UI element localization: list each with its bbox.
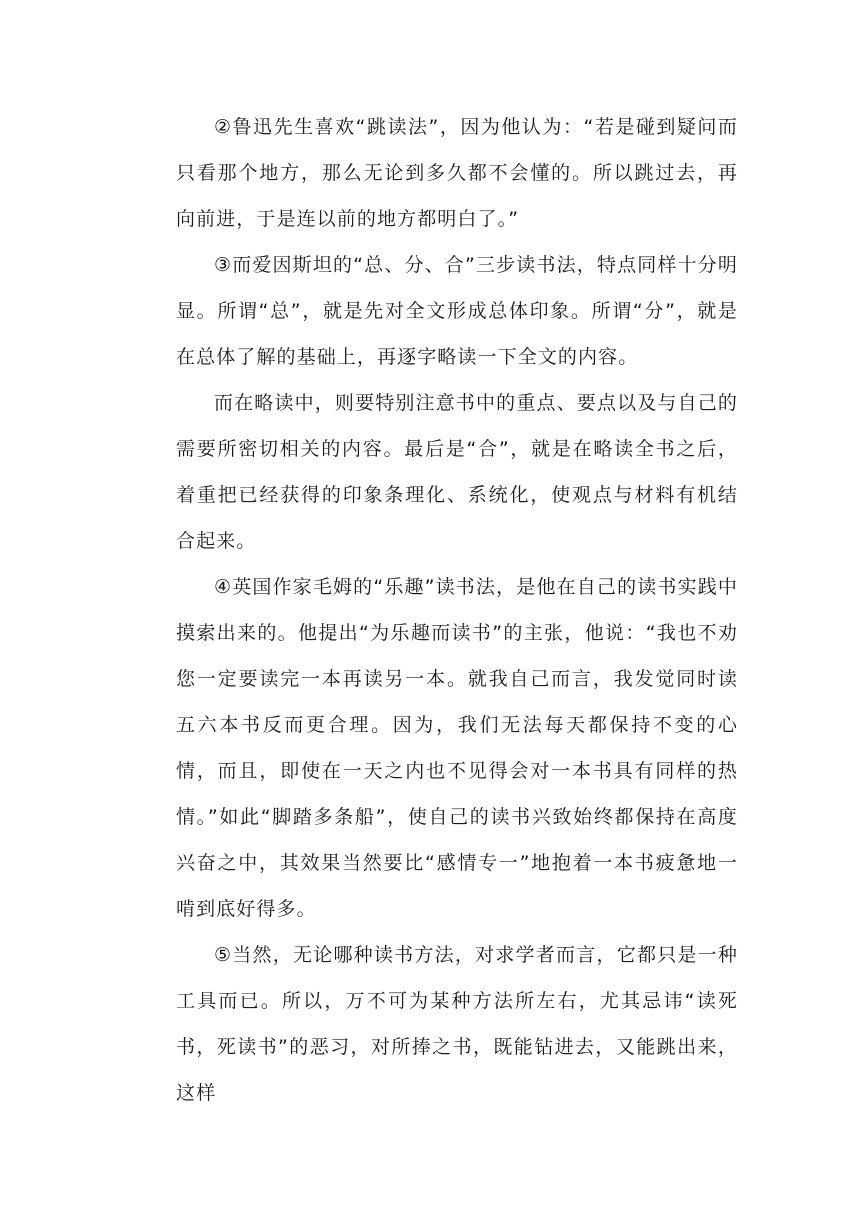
paragraph-maugham-method: ④英国作家毛姆的“乐趣”读书法，是他在自己的读书实践中摸索出来的。他提出“为乐趣而读书”的主张，他说：“我也不劝您一定要读完一本再读另一本。就我自己而言，我发觉同时读五六本书反而更合理。因为，我们无法每天都保持不变的心情，而且，即使在一天之内也不见得会对一本书具有同样的热情。”如此“脚踏多条船”，使自己的读书兴致始终都保持在高度兴奋之中，其效果当然要比“感情专一”地抱着一本书疲惫地一啃到底好得多。 [176,576,738,920]
paragraph-lu-xun-skip-reading: ②鲁迅先生喜欢“跳读法”，因为他认为：“若是碰到疑问而只看那个地方，那么无论到多久都不会懂的。所以跳过去，再向前进，于是连以前的地方都明白了。” [176,116,738,230]
paragraph-conclusion: ⑤当然，无论哪种读书方法，对求学者而言，它都只是一种工具而已。所以，万不可为某种方法所左右，尤其忌讳“读死书，死读书”的恶习，对所捧之书，既能钻进去，又能跳出来，这样 [176,944,738,1104]
article-body [176,104,738,1116]
paragraph-einstein-method: ③而爱因斯坦的“总、分、合”三步读书法，特点同样十分明显。所谓“总”，就是先对全文形成总体印象。所谓“分”，就是在总体了解的基础上，再逐字略读一下全文的内容。 [176,254,738,368]
paragraph-skim-reading: 而在略读中，则要特别注意书中的重点、要点以及与自己的需要所密切相关的内容。最后是“合”，就是在略读全书之后，着重把已经获得的印象条理化、系统化，使观点与材料有机结合起来。 [176,392,738,552]
